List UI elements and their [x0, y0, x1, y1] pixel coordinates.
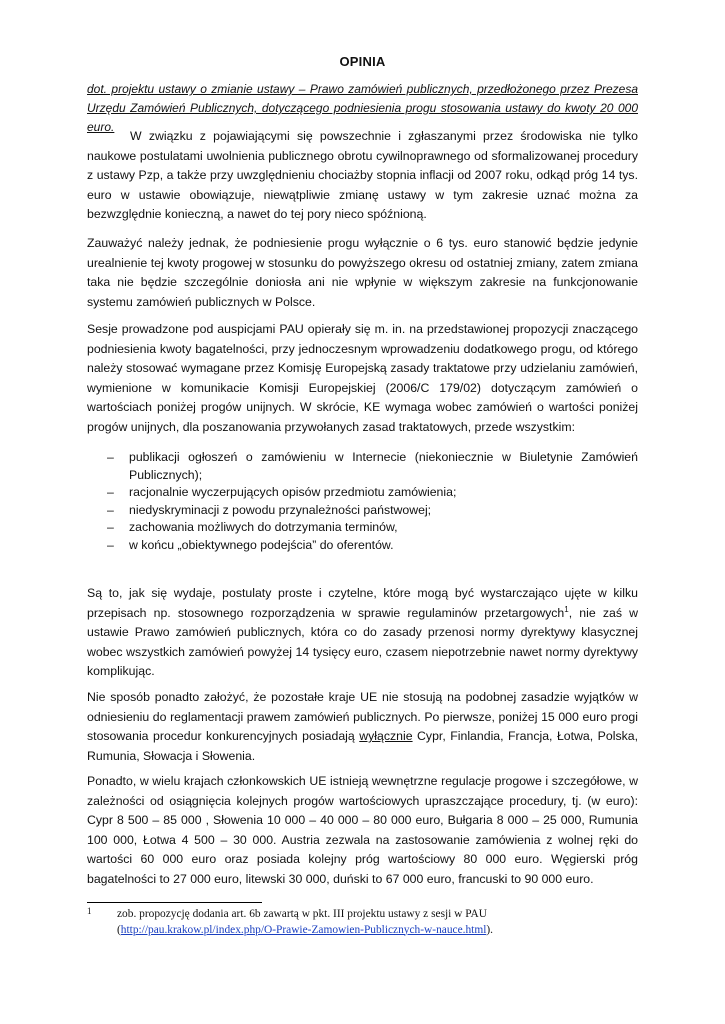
- dash-bullet: –: [107, 537, 114, 552]
- paragraph-4-text-a: Są to, jak się wydaje, postulaty proste i czytelne, które mogą być wystarczająco ujęte w kilku przepisach np. stosownego rozporządzenia w sprawie regulaminów przetargowych: [87, 586, 638, 620]
- footnote-mark: 1: [87, 906, 92, 916]
- list-item-text: niedyskryminacji z powodu przynależności państwowej;: [129, 502, 432, 517]
- list-item-text: racjonalnie wyczerpujących opisów przedmiotu zamówienia;: [129, 485, 457, 500]
- underlined-word: wyłącznie: [359, 729, 413, 744]
- footnote-paren-close: ).: [486, 923, 494, 936]
- document-title: OPINIA: [339, 54, 386, 69]
- footnote-text: zob. propozycję dodania art. 6b zawartą w pkt. III projektu ustawy z sesji w PAU: [117, 908, 487, 920]
- footnote-body: [87, 907, 638, 938]
- paragraph-5-text-a: Nie sposób ponadto założyć, że pozostałe kraje UE nie stosują na podobnej zasadzie wyjątków w odniesieniu do reglamentacji prawem zamówień publicznych. Po pierwsze, poniżej 15 000 euro progi stosowania procedur konkurencyjnych posiadają: [87, 690, 638, 744]
- list-item: [87, 484, 638, 502]
- footnote-separator: [87, 902, 262, 903]
- footnote-link[interactable]: http://pau.krakow.pl/index.php/O-Prawie-Zamowien-Publicznych-w-nauce.html: [120, 923, 487, 936]
- requirements-list: [87, 449, 638, 555]
- list-item-text: publikacji ogłoszeń o zamówieniu w Internecie (niekoniecznie w Biuletynie Zamówień Publicznych);: [129, 450, 638, 482]
- footnote-reference[interactable]: 1: [564, 604, 569, 614]
- footnote-paren-open: (: [117, 923, 121, 936]
- dash-bullet: –: [107, 485, 114, 500]
- paragraph-6: Ponadto, w wielu krajach członkowskich UE istnieją wewnętrzne regulacje progowe i szczegółowe, w zależności od osiągnięcia kolejnych progów wartościowych upraszczające procedury, tj. (w euro): Cypr 8 500 – 85 000 , Słowenia 10 000 – 40 000 – 80 000 euro, Bułgaria 8 000 – 25 000, Rumunia 100 000, Łotwa 4 500 – 30 000. Austria zezwala na zastosowanie zamówienia z wolnej ręki do wartości 60 000 euro oraz posiada kolejny próg wartościowy 80 000 euro. Węgierski próg bagatelności to 27 000 euro, litewski 30 000, duński to 67 000 euro, francuski to 90 000 euro.: [87, 774, 638, 886]
- list-item: [87, 502, 638, 520]
- paragraph-3: Sesje prowadzone pod auspicjami PAU opierały się m. in. na przedstawionej propozycji znaczącego podniesienia kwoty bagatelności, przy jednoczesnym wprowadzeniu dodatkowego progu, od którego należy stosować wymagane przez Komisję Europejską zasady traktatowe przy udzielaniu zamówień, wymienione w komunikacie Komisji Europejskiej (2006/C 179/02) dotyczącym zamówień o wartościach poniżej progów unijnych. W skrócie, KE wymaga wobec zamówień o wartości poniżej progów unijnych, dla poszanowania przywołanych zasad traktatowych, przede wszystkim:: [87, 322, 638, 434]
- list-item-text: zachowania możliwych do dotrzymania terminów,: [129, 520, 398, 535]
- paragraph-4-text-b: , nie zaś w ustawie Prawo zamówień publicznych, która co do zasady przenosi normy dyrektywy klasycznej wobec wszystkich zamówień powyżej 14 tysięcy euro, czasem niepotrzebnie nawet normy dyrektywy komplikując.: [87, 605, 638, 679]
- paragraph-4: [87, 584, 638, 682]
- list-item: [87, 449, 638, 484]
- dash-bullet: –: [107, 520, 114, 535]
- dash-bullet: –: [107, 502, 114, 517]
- list-item: [87, 537, 638, 555]
- document-subtitle: dot. projektu ustawy o zmianie ustawy – Prawo zamówień publicznych, przedłożonego przez Prezesa Urzędu Zamówień Publicznych, dotyczącego podniesienia progu stosowania ustawy do kwoty 20 000 euro.: [87, 82, 638, 134]
- list-item-text: w końcu „obiektywnego podejścia” do oferentów.: [129, 537, 394, 552]
- dash-bullet: –: [107, 450, 114, 464]
- paragraph-1: W związku z pojawiającymi się powszechnie i zgłaszanymi przez środowiska nie tylko naukowe postulatami uwolnienia publicznego obrotu cywilnoprawnego od sformalizowanej procedury z ustawy Pzp, a także przy uwzględnieniu chociażby stopnia inflacji od 2007 roku, odkąd próg 14 tys. euro w ustawie obowiązuje, niewątpliwie zmianę ustawy w tym zakresie uznać można za bezwzględnie konieczną, a nawet do tej pory nieco spóźnioną.: [87, 129, 638, 222]
- paragraph-2: Zauważyć należy jednak, że podniesienie progu wyłącznie o 6 tys. euro stanowić będzie jedynie urealnienie tej kwoty progowej w stosunku do powyższego okresu od ostatniej zmiany, zatem zmiana taka nie będzie szczególnie doniosła ani nie wpłynie w większym zakresie na funkcjonowanie systemu zamówień publicznych w Polsce.: [87, 236, 638, 309]
- list-item: [87, 519, 638, 537]
- footnote: [87, 907, 638, 938]
- paragraph-5: [87, 688, 638, 766]
- paragraph-5-text-b: Cypr, Finlandia, Francja, Łotwa, Polska, Rumunia, Słowacja i Słowenia.: [87, 729, 638, 763]
